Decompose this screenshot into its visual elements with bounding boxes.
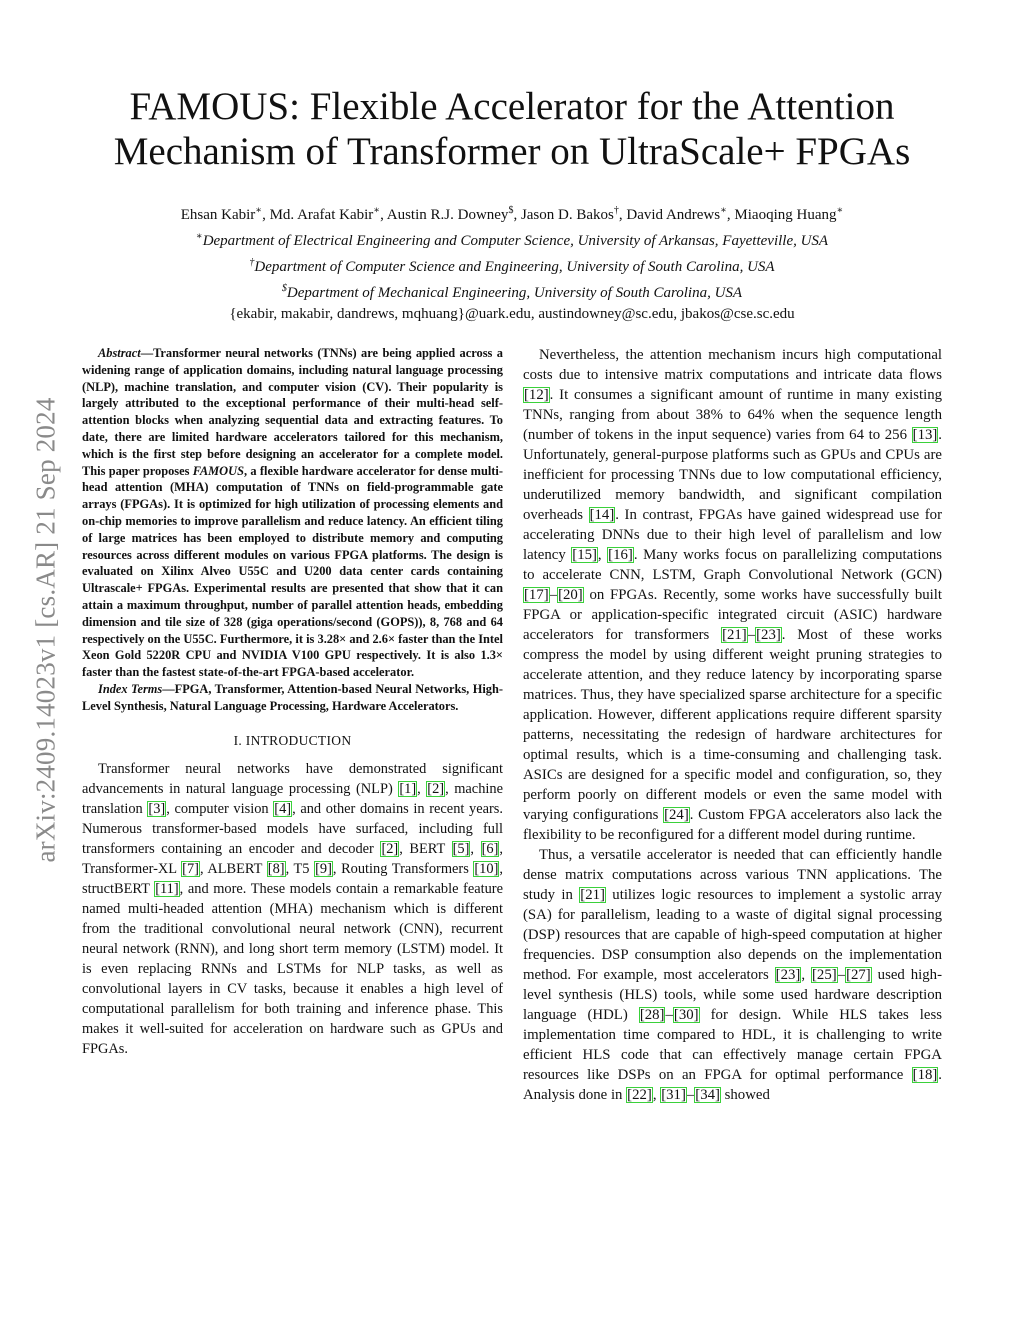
citation-link[interactable]: [10]: [474, 860, 499, 877]
author-block: [60, 200, 964, 325]
citation-link[interactable]: [6]: [481, 840, 499, 857]
author-name: Md. Arafat Kabir: [269, 207, 374, 223]
intro-paragraph: [82, 759, 503, 1059]
abstract-text: , a flexible hardware accelerator for dense multi-head attention (MHA) computation of TNNs on field-programmable gate arrays (FPGAs). It is optimized for high utilization of processing elements and on-chip memories to improve parallelism and reduce latency. An efficient tiling of large matrices has been employed to distribute memory and computing resources across different modules on various FPGA platforms. The design is evaluated on Xilinx Alveo U55C and U200 data center cards containing Ultrascale+ FPGAs. Experimental results are presented that show that it can attain a maximum throughput, number of parallel attention heads, embedding dimension and tile size of 328 (giga operations/second (GOPS)), 8, 768 and 64 respectively on the U55C. Furthermore, it is 3.28× and 2.6× faster than the Intel Xeon Gold 5220R CPU and NVIDIA V100 GPU respectively. It is also 1.3× faster than the fastest state-of-the-art FPGA-based accelerator.: [82, 463, 503, 680]
text-run: –: [549, 587, 558, 603]
citation-link[interactable]: [17]: [524, 587, 549, 603]
affiliation-1: [60, 226, 964, 252]
citation-link[interactable]: [24]: [664, 807, 689, 823]
title-line-2: Mechanism of Transformer on UltraScale+ FPGAs: [113, 130, 911, 173]
text-run: , Transformer-XL: [82, 840, 503, 877]
abstract-text: —Transformer neural networks (TNNs) are being applied across a widening range of application domains, including natural language processing (NLP), machine translation, and computer vision (CV). Their popularity is largely attributed to the exceptional performance of their multi-head self-attention blocks when analyzing sequential data and extracting features. To date, there are limited hardware accelerators tailored for this mechanism, which is the first step before designing an accelerator for a complete model. This paper proposes: [82, 346, 503, 478]
text-run: . It consumes a significant amount of runtime in many existing TNNs, ranging from about 38% to 64% when the sequence length (number of tokens in the input sequence) varies from 64 to 256: [523, 387, 942, 443]
citation-link[interactable]: [3]: [148, 800, 166, 817]
author-name: Ehsan Kabir: [180, 207, 256, 223]
affiliation-text: Department of Electrical Engineering and Computer Science, University of Arkansas, Fayetteville, USA: [202, 233, 829, 249]
affil-mark: †: [613, 205, 619, 216]
text-run: . Custom FPGA accelerators also lack the flexibility to be reconfigured for a different model during runtime.: [523, 807, 942, 843]
text-run: used high-level synthesis (HLS) tools, while some used hardware description language (HDL): [523, 967, 942, 1023]
paper-title: [60, 84, 964, 174]
index-terms: [82, 681, 503, 715]
citation-link[interactable]: [21]: [580, 887, 605, 903]
citation-link[interactable]: [15]: [572, 547, 597, 563]
affiliation-3: [60, 278, 964, 304]
text-run: ,: [417, 780, 427, 797]
citation-link[interactable]: [14]: [589, 507, 615, 523]
affil-mark: †: [249, 257, 255, 268]
text-run: , Routing Transformers: [332, 860, 474, 877]
text-run: –: [686, 1087, 695, 1103]
text-run: . In contrast, FPGAs have gained widespread use for accelerating DNNs due to their high level of parallelism and low latency: [523, 507, 942, 563]
citation-link[interactable]: [7]: [182, 860, 199, 877]
abstract: [82, 345, 503, 681]
citation-link[interactable]: [2]: [427, 780, 445, 797]
affiliation-2: [60, 252, 964, 278]
citation-link[interactable]: [8]: [267, 860, 285, 877]
text-run: Transformer neural networks have demonstrated significant advancements in natural language processing (NLP): [82, 760, 503, 797]
affil-mark: ∗: [373, 205, 381, 216]
author-name: Austin R.J. Downey: [386, 207, 509, 223]
citation-link[interactable]: [25]: [812, 967, 837, 983]
text-run: ,: [470, 840, 481, 857]
citation-link[interactable]: [23]: [756, 627, 781, 643]
text-run: , T5: [285, 860, 315, 877]
affiliation-text: Department of Mechanical Engineering, University of South Carolina, USA: [286, 285, 743, 301]
affil-mark: $: [281, 283, 287, 294]
citation-link[interactable]: [27]: [846, 967, 871, 983]
abstract-label: Abstract: [98, 346, 141, 360]
citation-link[interactable]: [28]: [639, 1007, 665, 1023]
citation-link[interactable]: [1]: [399, 780, 417, 797]
citation-link[interactable]: [16]: [608, 547, 633, 563]
index-terms-text: —FPGA, Transformer, Attention-based Neural Networks, High-Level Synthesis, Natural Language Processing, Hardware Accelerators.: [82, 681, 503, 713]
citation-link[interactable]: [11]: [155, 880, 179, 897]
text-run: . Unfortunately, general-purpose platforms such as GPUs and CPUs are inefficient for processing TNNs due to low computational efficiency, underutilized memory bandwidth, and significant compilation overheads: [523, 427, 942, 523]
arxiv-identifier-text: arXiv:2409.14023v1 [cs.AR] 21 Sep 2024: [30, 397, 61, 863]
text-run: , machine translation: [82, 780, 503, 817]
affil-mark: ∗: [255, 205, 263, 216]
text-run: , and other domains in recent years. Numerous transformer-based models have surfaced, including full transformers containing an encoder and decoder: [82, 800, 503, 857]
citation-link[interactable]: [13]: [912, 427, 938, 443]
text-run: ,: [597, 547, 608, 563]
citation-link[interactable]: [5]: [452, 840, 470, 857]
author-name: David Andrews: [626, 207, 721, 223]
index-terms-label: Index Terms: [98, 681, 163, 696]
text-run: ,: [652, 1087, 661, 1103]
author-list: Ehsan Kabir∗, Md. Arafat Kabir∗, Austin R.J. Downey$, Jason D. Bakos†, David Andrews∗, Miaoqing Huang∗: [180, 205, 844, 223]
text-run: –: [665, 1007, 673, 1023]
text-run: utilizes logic resources to implement a systolic array (SA) for parallelism, leading to a waste of digital signal processing (DSP) resources that are capable of high-speed computation at higher frequencies. DSP consumption also depends on the implementation method. For example, most accelerators: [523, 887, 942, 983]
title-line-1: FAMOUS: Flexible Accelerator for the Attention: [129, 85, 895, 128]
text-run: –: [747, 627, 756, 643]
affil-mark: ∗: [195, 231, 203, 242]
citation-link[interactable]: [30]: [673, 1007, 699, 1023]
section-heading-introduction: [82, 731, 503, 751]
text-run: . Analysis done in: [523, 1067, 942, 1103]
body-paragraph: [523, 345, 942, 845]
citation-link[interactable]: [20]: [558, 587, 583, 603]
section-title: NTRODUCTION: [250, 732, 352, 748]
text-run: showed: [720, 1087, 770, 1103]
author-name: Jason D. Bakos: [520, 207, 614, 223]
citation-link[interactable]: [22]: [627, 1087, 652, 1103]
text-run: , computer vision: [166, 800, 274, 817]
left-column: [82, 345, 503, 1059]
citation-link[interactable]: [4]: [274, 800, 292, 817]
text-run: ,: [801, 967, 811, 983]
abstract-emphasis: FAMOUS: [192, 463, 244, 478]
text-run: , BERT: [399, 840, 452, 857]
text-run: , structBERT: [82, 860, 503, 897]
text-run: Nevertheless, the attention mechanism incurs high computational costs due to intensive matrix computations and intricate data flows: [523, 347, 942, 383]
citation-link[interactable]: [21]: [722, 627, 747, 643]
text-run: Thus, a versatile accelerator is needed that can efficiently handle dense matrix computations across various TNN applications. The study in: [523, 847, 942, 903]
citation-link[interactable]: [9]: [315, 860, 332, 877]
text-run: for design. While HLS takes less implementation time compared to HDL, it is challenging to write efficient HLS code that can effectively manage certain FPGA resources like DSPs on an FPGA for optimal performance: [523, 1007, 942, 1083]
citation-link[interactable]: [23]: [775, 967, 801, 983]
citation-link[interactable]: [18]: [912, 1067, 938, 1083]
citation-link[interactable]: [31]: [661, 1087, 686, 1103]
citation-link[interactable]: [12]: [524, 387, 549, 403]
text-run: on FPGAs. Recently, some works have successfully built FPGA or application-specific integrated circuit (ASIC) hardware accelerators for transformers: [523, 587, 942, 643]
right-column: [523, 345, 942, 1105]
section-number: I. I: [233, 732, 251, 748]
citation-link[interactable]: [34]: [695, 1087, 720, 1103]
author-name: Miaoqing Huang: [734, 207, 837, 223]
affil-mark: ∗: [836, 205, 844, 216]
citation-link[interactable]: [2]: [381, 840, 399, 857]
affiliation-text: Department of Computer Science and Engineering, University of South Carolina, USA: [254, 259, 775, 275]
text-run: –: [837, 967, 846, 983]
body-paragraph: [523, 845, 942, 1105]
affil-mark: ∗: [720, 205, 727, 216]
text-run: , and more. These models contain a remarkable feature named multi-headed attention (MHA) mechanism which is different from the traditional convolutional neural network (CNN), recurrent neural network (RNN), and long short term memory (LSTM) model. It is even replacing RNNs and LSTMs for NLP tasks, as well as convolutional layers in CV tasks, because it enables a high level of computational parallelism for both training and inference phase. This makes it well-suited for acceleration on hardware such as GPUs and FPGAs.: [82, 880, 503, 1057]
text-run: . Many works focus on parallelizing computations to accelerate CNN, LSTM, Graph Convolutional Network (GCN): [523, 547, 942, 583]
affil-mark: $: [508, 205, 514, 216]
text-run: , ALBERT: [199, 860, 267, 877]
author-emails: {ekabir, makabir, dandrews, mqhuang}@uark.edu, austindowney@sc.edu, jbakos@cse.sc.edu: [229, 306, 795, 322]
text-run: . Most of these works compress the model by using different weight pruning strategies to accelerate attention, and they reduce latency by incorporating sparse matrices. Thus, they have specialized sparse architecture for a specific application. However, different applications require different sparsity patterns, necessitating the redesign of hardware architectures for optimal results, which is a time-consuming and challenging task. ASICs are designed for a specific model and configuration, so, they perform poorly on different models or even the same model with varying configurations: [523, 627, 942, 823]
